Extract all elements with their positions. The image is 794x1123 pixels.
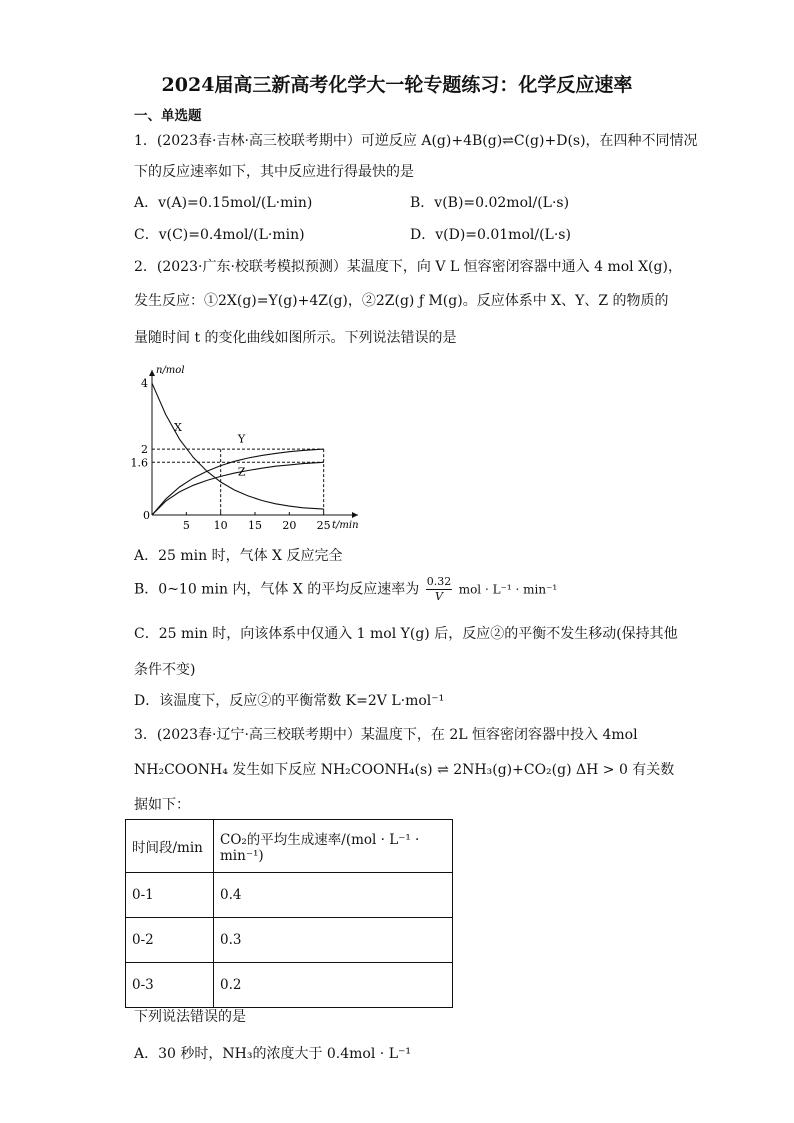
q2-option-c-line1: C．25 min 时，向该体系中仅通入 1 mol Y(g) 后，反应②的平衡不发生移动(保持其他 — [134, 626, 678, 642]
q2-option-c-line2: 条件不变) — [134, 662, 196, 678]
table-cell: 0.4 — [214, 873, 453, 918]
y-tick-label: 2 — [141, 443, 148, 457]
y-axis-label: n/mol — [156, 365, 185, 376]
q2-option-b-text: B．0~10 min 内，气体 X 的平均反应速率为 — [134, 581, 420, 598]
x-tick-label: 0 — [143, 509, 150, 522]
table-header-cell: CO₂的平均生成速率/(mol · L⁻¹ · min⁻¹) — [214, 820, 453, 873]
table-row — [126, 963, 453, 1008]
table-row — [126, 873, 453, 918]
q3-stem-line2: NH₂COONH₄ 发生如下反应 NH₂COONH₄(s) ⇌ 2NH₃(g)+CO₂(g) ΔH > 0 有关数 — [134, 762, 675, 778]
fraction-numerator: 0.32 — [426, 575, 452, 588]
q3-stem-line3: 据如下： — [134, 797, 190, 813]
table-row — [126, 918, 453, 963]
table-cell: 0.2 — [214, 963, 453, 1008]
q2-stem-line2: 发生反应：①2X(g)=Y(g)+4Z(g)，②2Z(g) ƒ M(g)。反应体系中 X、Y、Z 的物质的 — [134, 293, 669, 309]
q1-option-c: C．v(C)=0.4mol/(L·min) — [134, 227, 305, 243]
q1-option-a: A．v(A)=0.15mol/(L·min) — [134, 195, 313, 211]
x-tick-label: 5 — [182, 519, 190, 530]
page-title: 2024届高三新高考化学大一轮专题练习：化学反应速率 — [161, 74, 633, 96]
x-tick-label: 15 — [248, 519, 262, 530]
y-axis-arrow — [149, 370, 155, 376]
section-heading: 一、单选题 — [134, 108, 202, 124]
q3-stem-line1: 3．(2023春·辽宁·高三校联考期中）某温度下，在 2L 恒容密闭容器中投入 4mol — [134, 727, 638, 743]
q2-stem-line3: 量随时间 t 的变化曲线如图所示。下列说法错误的是 — [134, 330, 457, 346]
q3-data-table — [125, 819, 453, 1008]
series-Y-line — [152, 449, 324, 515]
table-cell: 0-1 — [126, 873, 214, 918]
series-Y-label: Y — [237, 432, 246, 446]
table-cell: 0-3 — [126, 963, 214, 1008]
series-X-label: X — [173, 420, 182, 434]
q2-option-b — [134, 575, 557, 604]
fraction-denominator: V — [435, 590, 443, 603]
q1-option-b: B．v(B)=0.02mol/(L·s) — [410, 195, 570, 211]
q2-option-d: D．该温度下，反应②的平衡常数 K=2V L·mol⁻¹ — [134, 693, 445, 709]
q2-option-a: A．25 min 时，气体 X 反应完全 — [134, 548, 343, 564]
x-tick-label: 20 — [282, 519, 297, 530]
series-Z-label: Z — [237, 465, 246, 479]
table-header-cell: 时间段/min — [126, 820, 214, 873]
q1-option-d: D．v(D)=0.01mol/(L·s) — [410, 227, 571, 243]
q1-stem-line1: 1．(2023春·吉林·高三校联考期中）可逆反应 A(g)+4B(g)⇌C(g)+D(s)，在四种不同情况 — [134, 133, 698, 149]
x-axis-arrow — [352, 512, 358, 518]
y-tick-label: 4 — [141, 377, 148, 391]
table-header-row — [126, 820, 453, 873]
q2-stem-line1: 2．(2023·广东·校联考模拟预测）某温度下，向 V L 恒容密闭容器中通入 4 mol X(g)， — [134, 259, 682, 275]
table-cell: 0.3 — [214, 918, 453, 963]
q3-prompt: 下列说法错误的是 — [134, 1009, 246, 1025]
x-tick-label: 25 — [316, 519, 331, 530]
y-tick-label: 1.6 — [130, 456, 148, 470]
q3-option-a: A．30 秒时，NH₃的浓度大于 0.4mol · L⁻¹ — [134, 1046, 411, 1062]
q2-chart — [130, 360, 370, 530]
q2-option-b-fraction — [426, 575, 453, 604]
x-tick-label: 10 — [213, 519, 228, 530]
q2-option-b-unit: mol · L⁻¹ · min⁻¹ — [458, 582, 558, 597]
series-X-line — [152, 383, 324, 509]
x-axis-label: t/min — [332, 520, 359, 530]
q1-stem-line2: 下的反应速率如下，其中反应进行得最快的是 — [134, 164, 414, 180]
table-cell: 0-2 — [126, 918, 214, 963]
